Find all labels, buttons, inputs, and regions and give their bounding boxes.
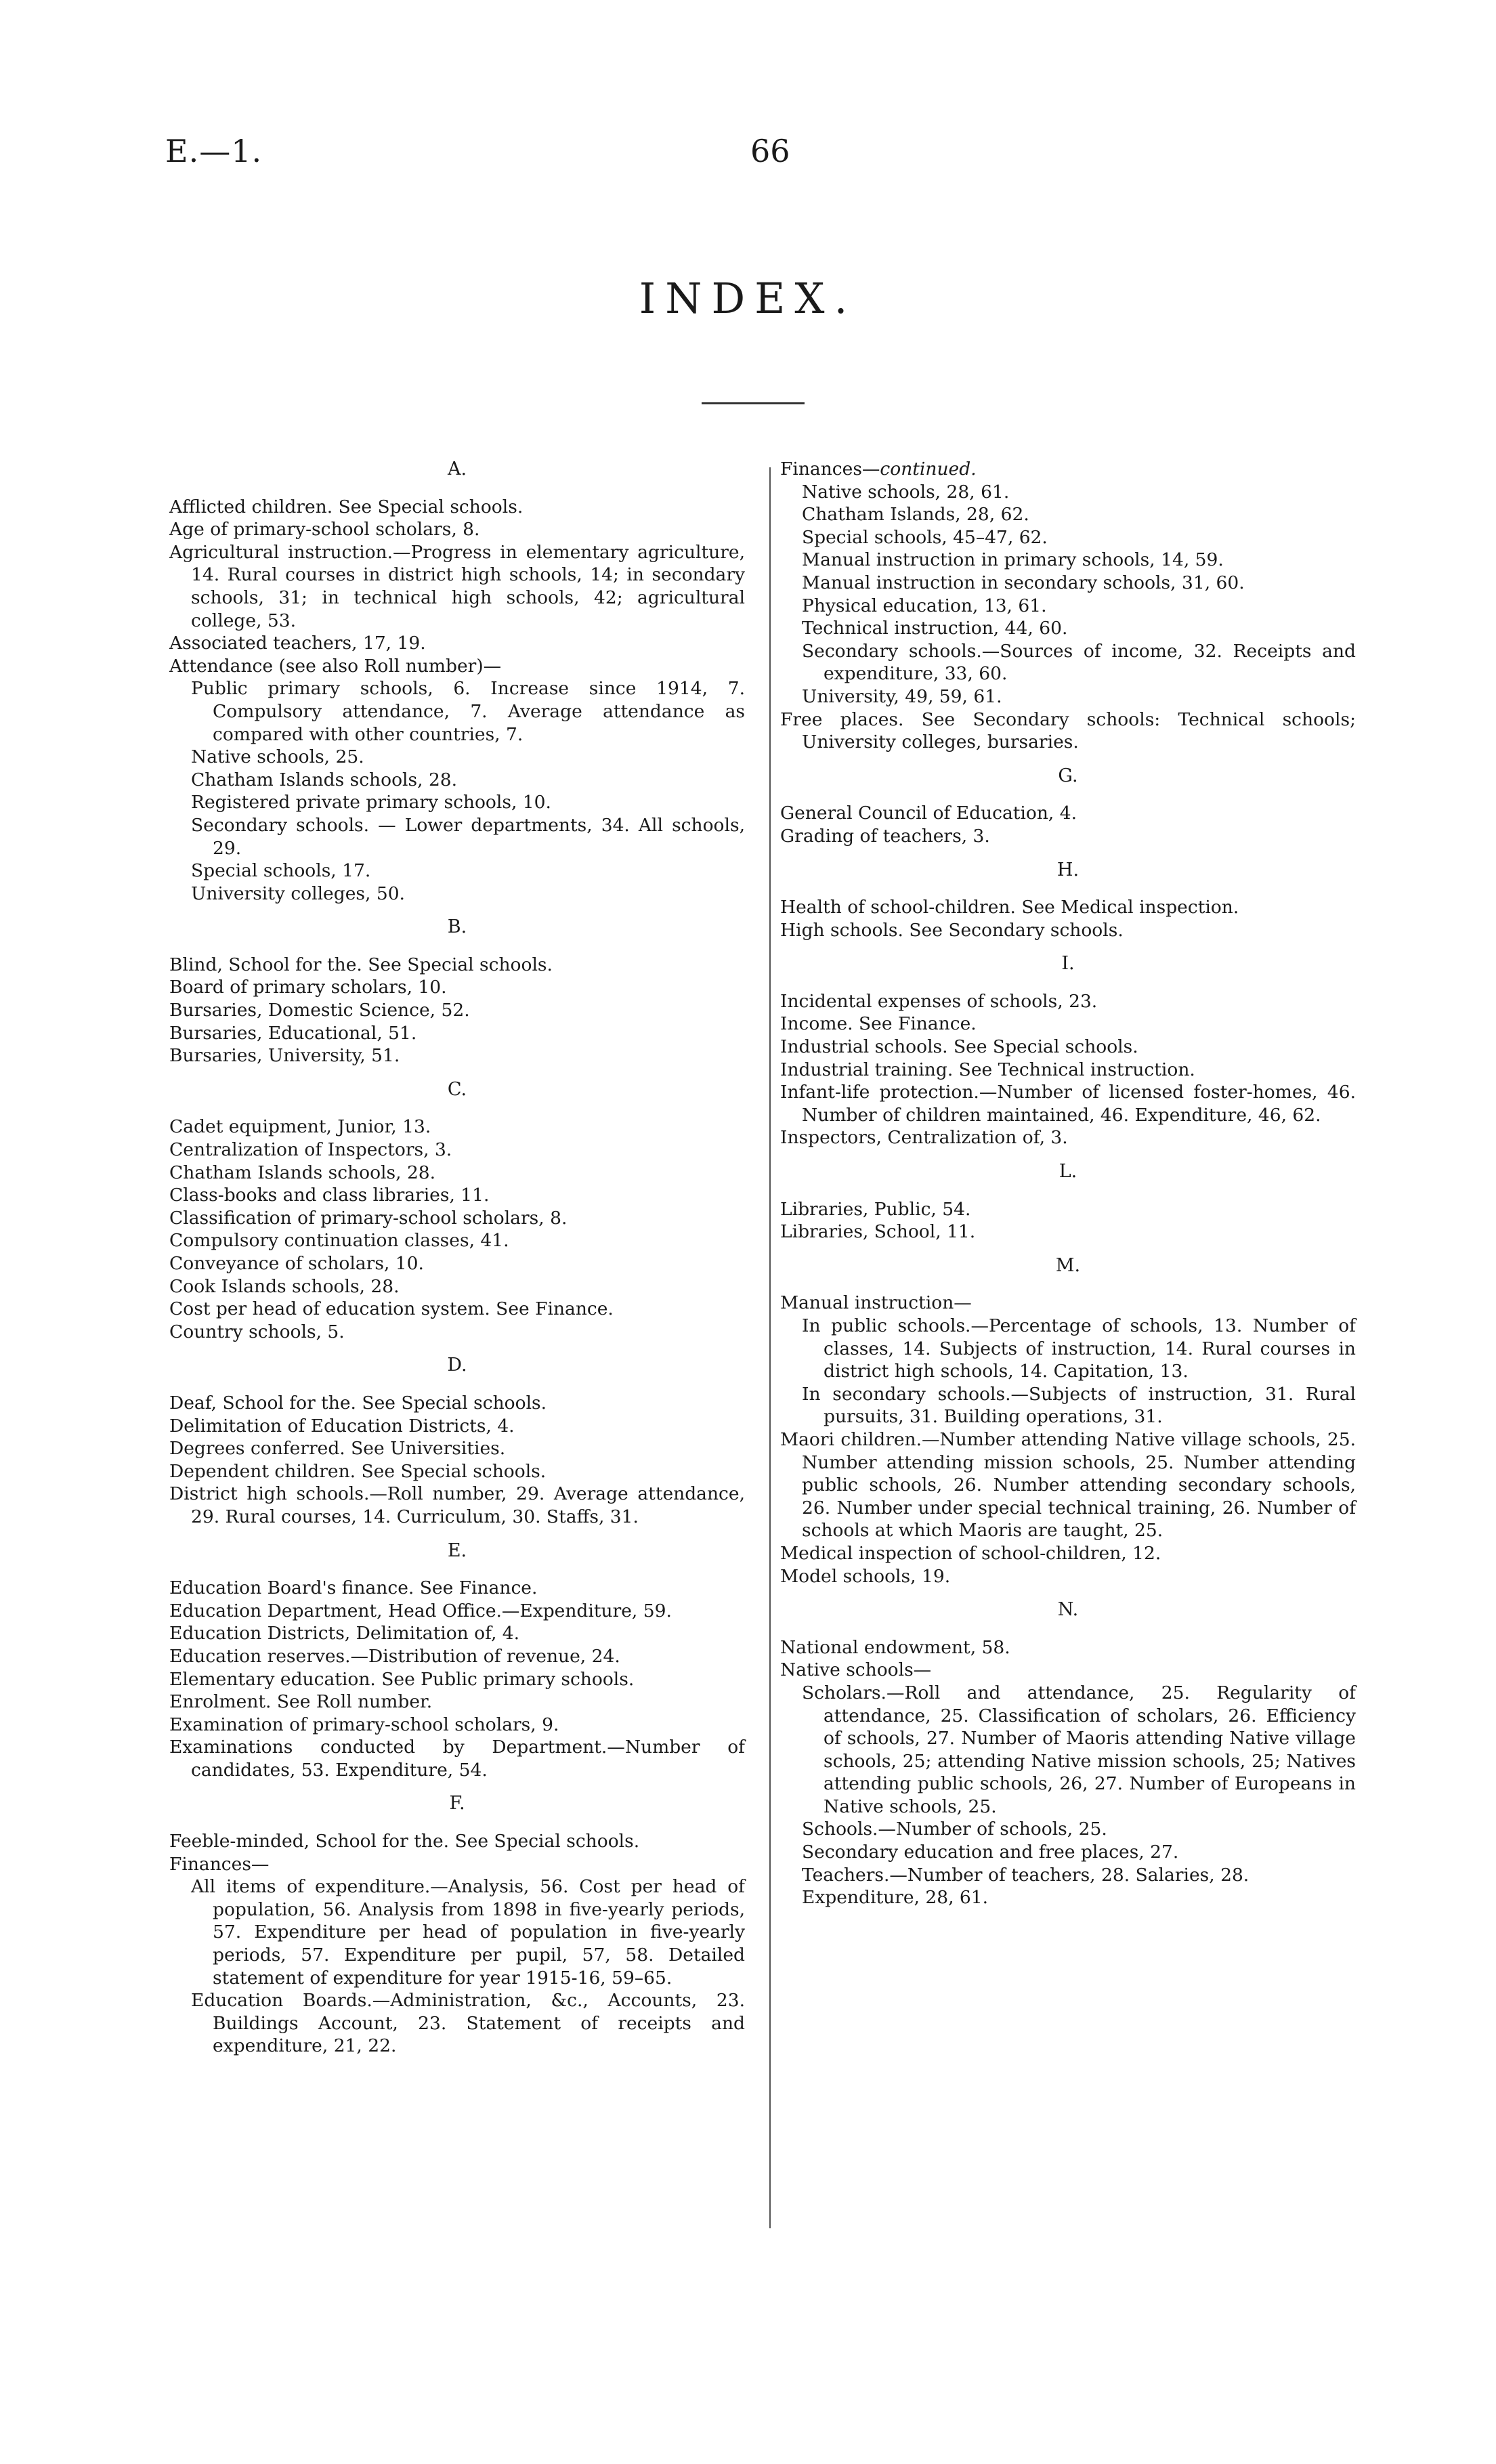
index-entry: Attendance (see also Roll number)— <box>169 655 502 677</box>
index-entry: Delimitation of Education Districts, 4. <box>169 1415 515 1437</box>
index-entry: Afflicted children. See Special schools. <box>169 496 523 517</box>
section-letter-i: I. <box>1061 953 1075 975</box>
index-entry: High schools. See Secondary schools. <box>780 919 1124 941</box>
index-entry: Native schools— <box>780 1659 932 1681</box>
index-entry: Secondary education and free places, 27. <box>802 1842 1179 1863</box>
index-entry: Free places. See Secondary schools: Technical schools; University colleges, bursaries. <box>780 708 1356 753</box>
index-entry: Technical instruction, 44, 60. <box>802 618 1068 639</box>
section-letter-e: E. <box>447 1539 467 1561</box>
section-h-entries <box>780 896 1356 941</box>
index-entry: Education Department, Head Office.—Expenditure, 59. <box>169 1600 672 1621</box>
index-entry: Board of primary scholars, 10. <box>169 977 447 998</box>
index-entry: Native schools, 25. <box>191 746 364 768</box>
index-entry: Compulsory continuation classes, 41. <box>169 1230 509 1252</box>
index-entry: Chatham Islands schools, 28. <box>169 1162 436 1183</box>
section-m-entries <box>780 1292 1356 1588</box>
section-n-entries <box>780 1636 1356 1909</box>
index-entry: Blind, School for the. See Special schools. <box>169 954 553 975</box>
section-letter-d: D. <box>447 1355 467 1376</box>
section-a-entries <box>169 496 745 906</box>
index-entry: University, 49, 59, 61. <box>802 685 1002 707</box>
section-l-entries <box>780 1198 1356 1244</box>
index-entry: Bursaries, Domestic Science, 52. <box>169 1000 470 1021</box>
index-entry: Secondary schools.—Sources of income, 32. Receipts and expenditure, 33, 60. <box>802 640 1356 685</box>
index-entry: Finances— <box>169 1853 270 1875</box>
index-entry: Infant-life protection.—Number of licensed foster-homes, 46. Number of children maintained, 46. Expenditure, 46, 62. <box>780 1082 1356 1126</box>
index-entry: Dependent children. See Special schools. <box>169 1460 547 1482</box>
index-entry: Chatham Islands, 28, 62. <box>802 504 1029 526</box>
index-entry: Degrees conferred. See Universities. <box>169 1438 506 1460</box>
section-e-entries <box>169 1577 745 1781</box>
index-entry: Manual instruction— <box>780 1292 972 1314</box>
section-letter-a: A. <box>447 459 467 480</box>
index-entry: Examination of primary-school scholars, 9. <box>169 1714 559 1735</box>
continued-heading: Finances—continued. <box>780 459 977 480</box>
index-entry: Class-books and class libraries, 11. <box>169 1185 490 1206</box>
section-c-entries <box>169 1116 745 1343</box>
index-entry: Elementary education. See Public primary schools. <box>169 1668 635 1690</box>
section-letter-g: G. <box>1058 765 1078 786</box>
title-underline <box>702 402 805 404</box>
index-entry: Medical inspection of school-children, 12. <box>780 1542 1161 1564</box>
section-g-entries <box>780 802 1356 847</box>
index-entry: In public schools.—Percentage of schools, 13. Number of classes, 14. Subjects of instruction, 14. Rural courses in district high schools, 14. Capitation, 13. <box>802 1315 1356 1382</box>
index-entry: Country schools, 5. <box>169 1321 345 1342</box>
section-f-entries <box>169 1830 745 2058</box>
index-entry: Libraries, School, 11. <box>780 1221 976 1243</box>
index-entry: Native schools, 28, 61. <box>802 481 1010 503</box>
index-entry: National endowment, 58. <box>780 1636 1010 1658</box>
continued-entries <box>780 481 1356 754</box>
index-entry: Inspectors, Centralization of, 3. <box>780 1127 1068 1149</box>
index-entry: Bursaries, Educational, 51. <box>169 1022 417 1044</box>
left-column <box>169 458 745 2058</box>
page-title: INDEX. <box>639 274 857 323</box>
index-entry: District high schools.—Roll number, 29. Average attendance, 29. Rural courses, 14. Curriculum, 30. Staffs, 31. <box>169 1483 745 1527</box>
section-i-entries <box>780 990 1356 1149</box>
page-number: 66 <box>750 133 790 169</box>
index-entry: Classification of primary-school scholars, 8. <box>169 1207 568 1229</box>
index-entry: Public primary schools, 6. Increase since 1914, 7. Compulsory attendance, 7. Average attendance as compared with other countries, 7. <box>191 678 745 745</box>
index-entry: Examinations conducted by Department.—Number of candidates, 53. Expenditure, 54. <box>169 1737 745 1781</box>
index-entry: Education reserves.—Distribution of revenue, 24. <box>169 1645 620 1667</box>
index-entry: Cost per head of education system. See Finance. <box>169 1298 614 1320</box>
index-entry: Grading of teachers, 3. <box>780 825 990 847</box>
right-sections <box>780 765 1356 1909</box>
index-entry: Chatham Islands schools, 28. <box>191 769 458 790</box>
index-entry: Bursaries, University, 51. <box>169 1045 400 1067</box>
index-entry: Manual instruction in primary schools, 14, 59. <box>802 549 1224 571</box>
section-letter-b: B. <box>447 916 467 938</box>
index-entry: Physical education, 13, 61. <box>802 595 1047 616</box>
section-letter-h: H. <box>1056 859 1080 880</box>
section-b-entries <box>169 954 745 1067</box>
index-entry: Education Board's finance. See Finance. <box>169 1577 538 1599</box>
index-entry: Cadet equipment, Junior, 13. <box>169 1116 431 1138</box>
right-column <box>780 458 1356 1909</box>
index-entry: Registered private primary schools, 10. <box>191 792 551 813</box>
index-entry: General Council of Education, 4. <box>780 803 1077 824</box>
index-entry: Secondary schools. — Lower departments, 34. All schools, 29. <box>191 814 745 859</box>
index-entry: Model schools, 19. <box>780 1565 951 1587</box>
index-entry: Cook Islands schools, 28. <box>169 1275 400 1297</box>
index-entry: Libraries, Public, 54. <box>780 1198 971 1220</box>
index-entry: Manual instruction in secondary schools, 31, 60. <box>802 572 1245 593</box>
index-entry: Schools.—Number of schools, 25. <box>802 1819 1107 1840</box>
index-entry: Teachers.—Number of teachers, 28. Salaries, 28. <box>802 1864 1249 1886</box>
section-letter-l: L. <box>1059 1161 1077 1183</box>
index-entry: Education Districts, Delimitation of, 4. <box>169 1623 520 1644</box>
index-entry: Health of school-children. See Medical inspection. <box>780 897 1239 918</box>
index-entry: Maori children.—Number attending Native village schools, 25. Number attending mission schools, 25. Number attending public schools, 26. Number attending secondary schools, 26. Number under special technical training, 26. Number of schools at which Maoris are taught, 25. <box>780 1428 1356 1542</box>
section-letter-f: F. <box>449 1793 465 1814</box>
index-entry: Special schools, 17. <box>191 860 371 882</box>
index-entry: Industrial schools. See Special schools. <box>780 1036 1138 1058</box>
index-entry: Scholars.—Roll and attendance, 25. Regularity of attendance, 25. Classification of scholars, 26. Efficiency of schools, 27. Number of Maoris attending Native village schools, 25; attending Native mission schools, 25; Natives attending public schools, 26, 27. Number of Europeans in Native schools, 25. <box>802 1682 1356 1817</box>
section-letter-n: N. <box>1057 1599 1079 1621</box>
section-d-entries <box>169 1392 745 1529</box>
index-entry: In secondary schools.—Subjects of instruction, 31. Rural pursuits, 31. Building operations, 31. <box>802 1383 1356 1428</box>
section-letter-m: M. <box>1055 1254 1081 1276</box>
index-entry: Agricultural instruction.—Progress in elementary agriculture, 14. Rural courses in district high schools, 14; in secondary schools, 31; in technical high schools, 42; agricultural college, 53. <box>169 541 745 631</box>
index-entry: Income. See Finance. <box>780 1013 977 1035</box>
index-entry: Centralization of Inspectors, 3. <box>169 1139 452 1161</box>
index-entry: Feeble-minded, School for the. See Special schools. <box>169 1831 640 1852</box>
column-divider <box>769 467 771 2228</box>
index-entry: Education Boards.—Administration, &c., Accounts, 23. Buildings Account, 23. Statement of receipts and expenditure, 21, 22. <box>191 1990 745 2057</box>
index-entry: Enrolment. See Roll number. <box>169 1691 433 1713</box>
index-entry: Deaf, School for the. See Special schools. <box>169 1392 547 1414</box>
index-entry: Industrial training. See Technical instruction. <box>780 1059 1195 1080</box>
index-entry: Conveyance of scholars, 10. <box>169 1253 424 1274</box>
section-letter-c: C. <box>447 1078 467 1100</box>
index-entry: Expenditure, 28, 61. <box>802 1887 989 1909</box>
index-entry: University colleges, 50. <box>191 883 405 904</box>
index-entry: Incidental expenses of schools, 23. <box>780 990 1098 1012</box>
index-entry: All items of expenditure.—Analysis, 56. Cost per head of population, 56. Analysis from 1898 in five-yearly periods, 57. Expenditure per head of population in five-yearly periods, 57. Expenditure per pupil, 57, 58. Detailed statement of expenditure for year 1915-16, 59–65. <box>191 1876 745 1989</box>
index-entry: Associated teachers, 17, 19. <box>169 633 426 654</box>
index-entry: Age of primary-school scholars, 8. <box>169 519 480 540</box>
index-entry: Special schools, 45–47, 62. <box>802 526 1048 548</box>
document-reference: E.—1. <box>165 133 263 169</box>
